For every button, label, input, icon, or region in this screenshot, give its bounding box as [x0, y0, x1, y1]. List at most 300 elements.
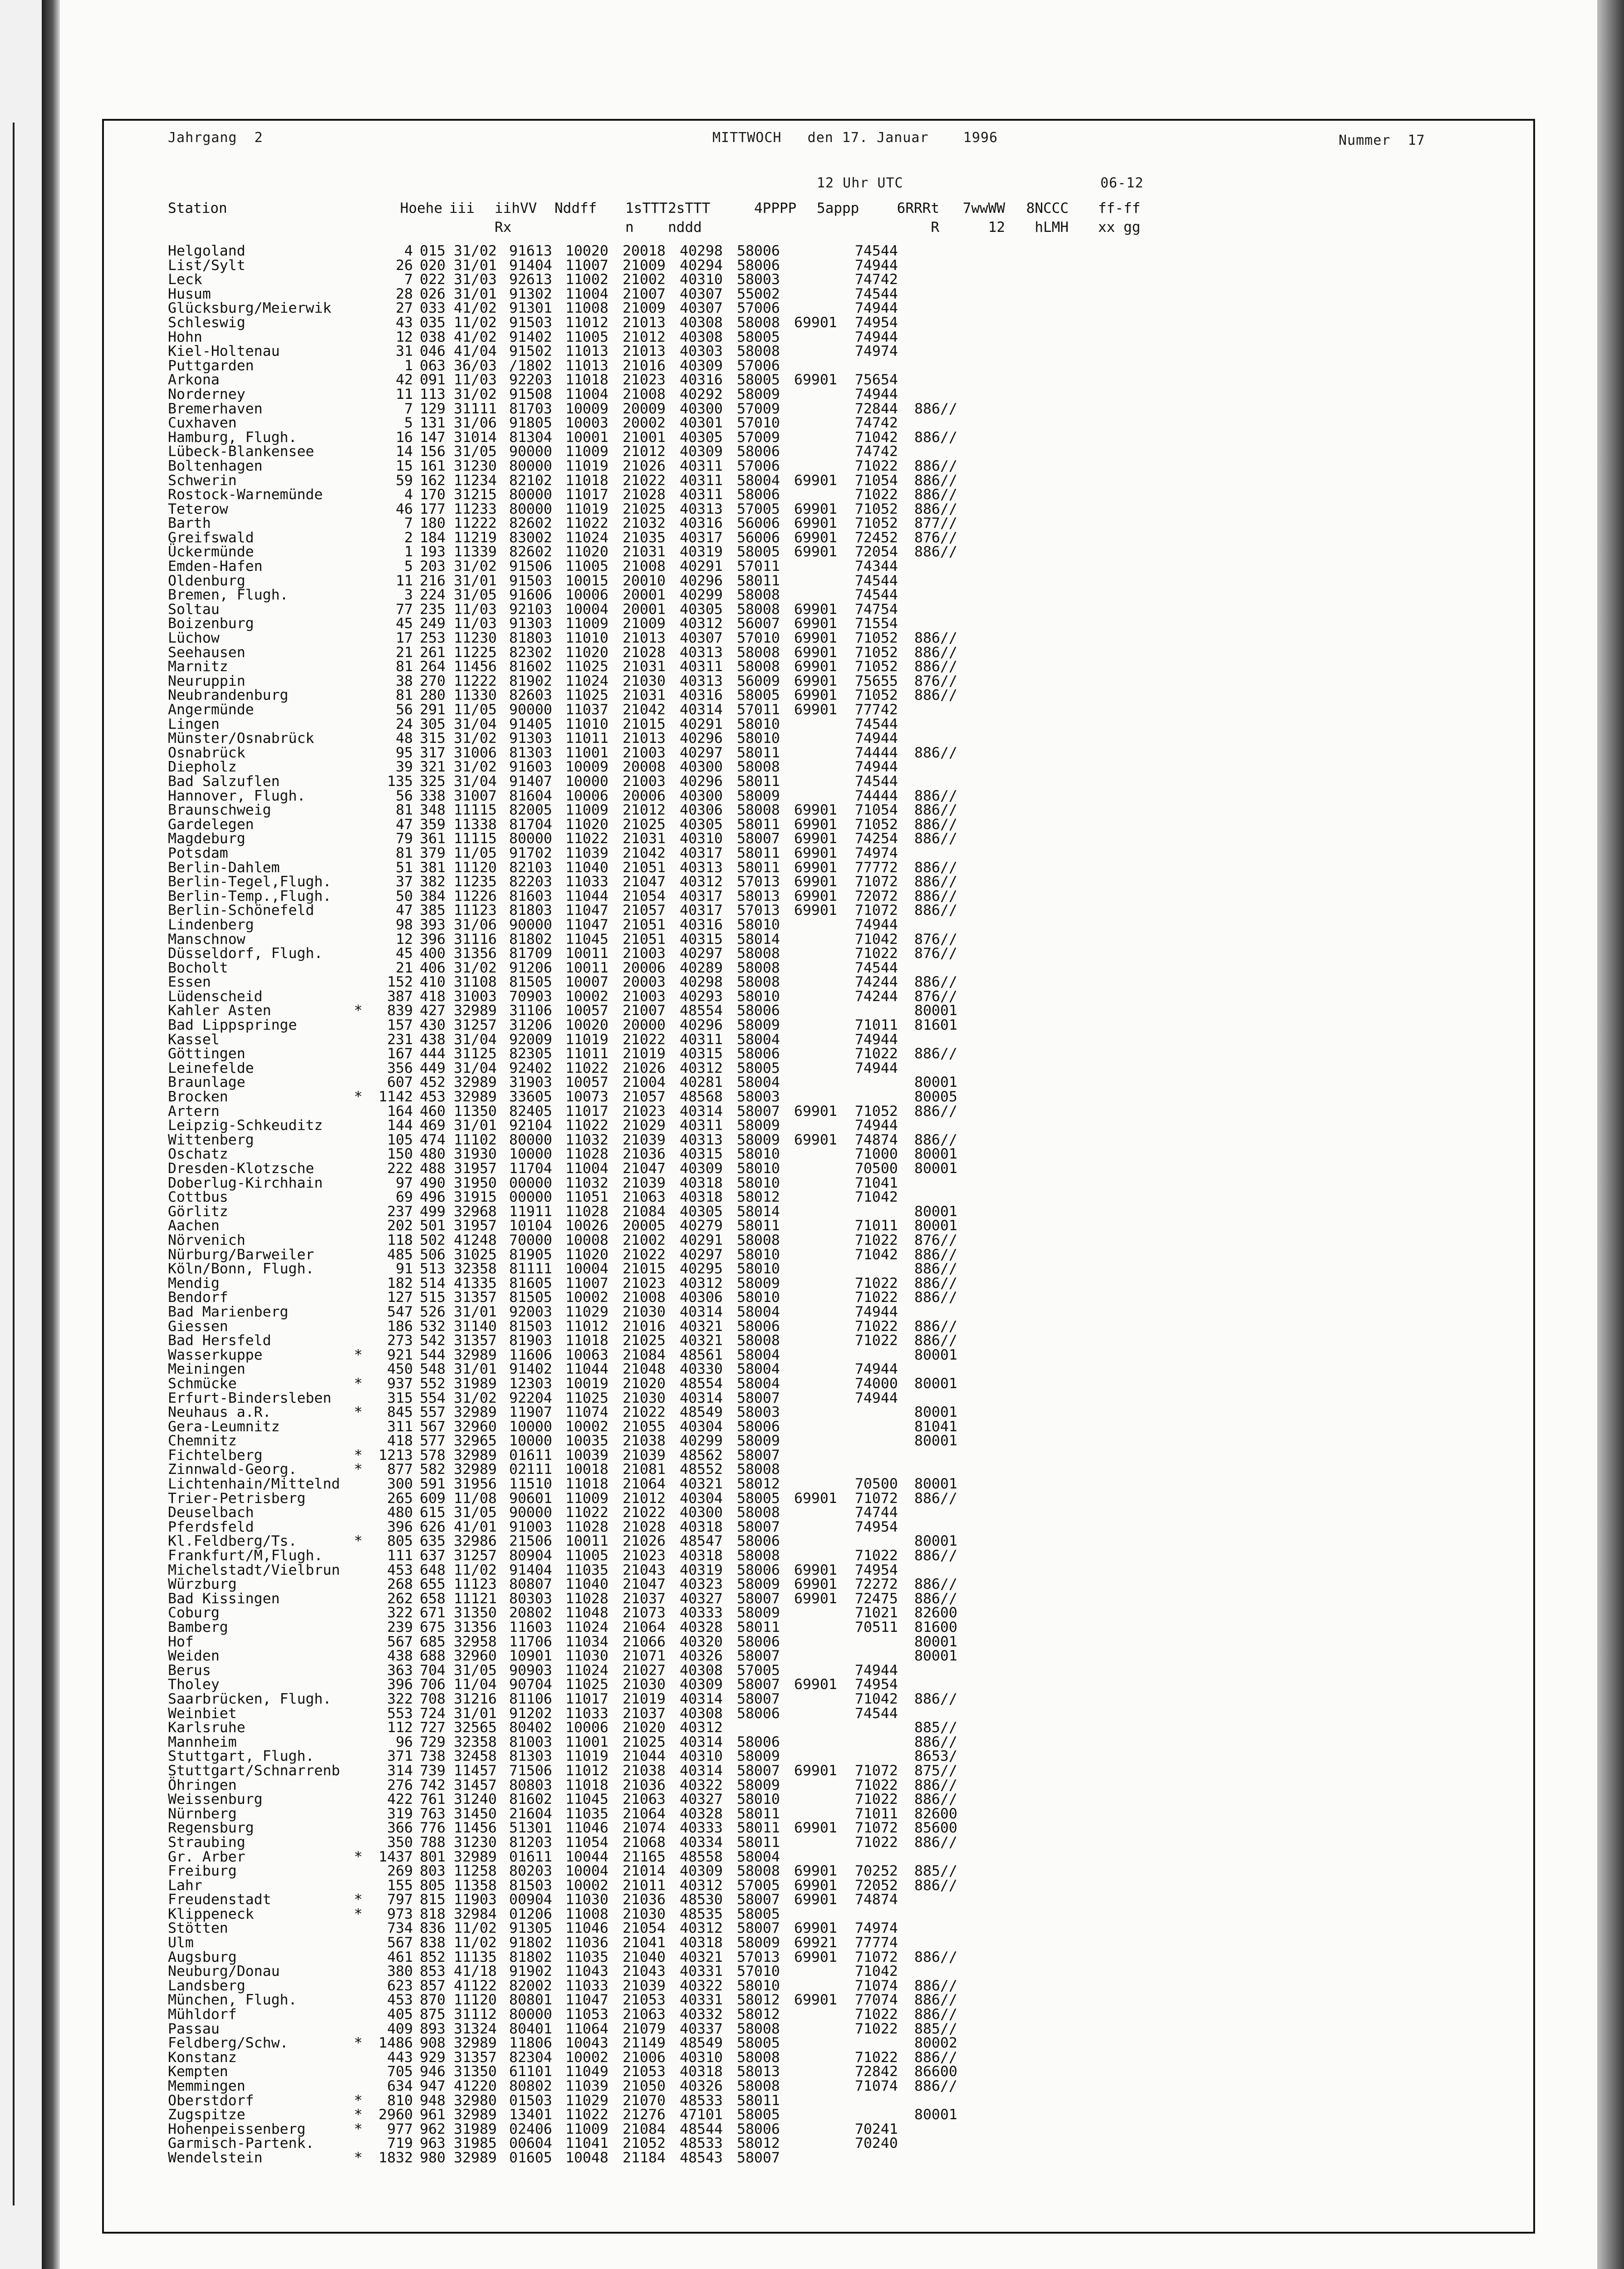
station-name: Osnabrück — [168, 744, 245, 761]
station-height: 276 — [387, 1777, 413, 1793]
tendency-value: 58009 — [737, 1017, 780, 1034]
station-name: Gardelegen — [168, 816, 254, 833]
station-height: 5 — [404, 558, 413, 575]
nddff-value: 91303 — [509, 615, 552, 632]
temp-1-value: 10019 — [565, 1375, 608, 1392]
station-id: 020 — [420, 257, 446, 274]
station-height: 396 — [387, 1518, 413, 1535]
station-id: 038 — [420, 329, 446, 345]
station-height: 371 — [387, 1748, 413, 1765]
station-height: 396 — [387, 1676, 413, 1693]
iihvv-value: 31/01 — [454, 1117, 497, 1134]
tendency-value: 58009 — [737, 1131, 780, 1148]
station-id: 591 — [420, 1476, 446, 1493]
tendency-value: 57013 — [737, 874, 780, 890]
col-iihvv: iihVV Rx — [495, 200, 537, 236]
iihvv-value: 41/04 — [454, 343, 497, 360]
pressure-value: 40337 — [680, 2020, 723, 2037]
nddff-value: 82305 — [509, 1046, 552, 1062]
tendency-value: 58009 — [737, 1935, 780, 1951]
nddff-value: 82602 — [509, 515, 552, 532]
nddff-value: 51301 — [509, 1820, 552, 1837]
pressure-value: 40319 — [680, 544, 723, 560]
temp-2-value: 21003 — [623, 945, 666, 962]
alpine-marker: * — [354, 2149, 363, 2166]
iihvv-value: 11230 — [454, 630, 497, 647]
precip-value: 69901 — [794, 1820, 837, 1837]
table-row — [168, 1147, 1157, 1162]
temp-1-value: 11029 — [565, 2092, 608, 2109]
pressure-value: 48568 — [680, 1089, 723, 1105]
table-row — [168, 1162, 1157, 1176]
station-id: 381 — [420, 859, 446, 876]
nddff-value: 10104 — [509, 1218, 552, 1234]
weather-value: 74244 — [855, 974, 898, 991]
weather-value: 74544 — [855, 959, 898, 976]
iihvv-value: 11115 — [454, 830, 497, 847]
station-height: 127 — [387, 1289, 413, 1306]
tendency-value: 58004 — [737, 472, 780, 489]
iihvv-value: 31989 — [454, 2121, 497, 2137]
station-id: 836 — [420, 1920, 446, 1937]
tendency-value: 57006 — [737, 357, 780, 374]
cloud-value: 80001 — [914, 1375, 957, 1392]
cloud-value: 875// — [914, 1762, 957, 1779]
temp-1-value: 11028 — [565, 1146, 608, 1163]
temp-1-value: 11049 — [565, 2063, 608, 2080]
temp-1-value: 11030 — [565, 1648, 608, 1665]
station-name: Kiel-Holtenau — [168, 343, 280, 360]
pressure-value: 40315 — [680, 1146, 723, 1163]
cloud-value: 80001 — [914, 1633, 957, 1650]
temp-2-value: 21030 — [623, 1303, 666, 1320]
precip-value: 69901 — [794, 830, 837, 847]
tendency-value: 58007 — [737, 1518, 780, 1535]
nddff-value: 80000 — [509, 2006, 552, 2023]
station-name: Garmisch-Partenk. — [168, 2135, 314, 2152]
pressure-value: 40311 — [680, 486, 723, 503]
cloud-value: 80005 — [914, 1089, 957, 1105]
temp-1-value: 11040 — [565, 1576, 608, 1593]
table-row — [168, 1463, 1157, 1477]
station-id: 961 — [420, 2107, 446, 2123]
temp-1-value: 11039 — [565, 845, 608, 861]
weather-value: 71072 — [855, 1762, 898, 1779]
table-row — [168, 1047, 1157, 1061]
tendency-value: 58004 — [737, 1848, 780, 1865]
temp-2-value: 21037 — [623, 1590, 666, 1607]
iihvv-value: 11233 — [454, 501, 497, 517]
station-id: 261 — [420, 644, 446, 661]
tendency-value: 58010 — [737, 1246, 780, 1263]
station-name: Zugspitze — [168, 2107, 245, 2123]
weather-value: 71052 — [855, 658, 898, 675]
nddff-value: 82203 — [509, 874, 552, 890]
station-name: Neuruppin — [168, 673, 245, 689]
station-height: 47 — [396, 902, 413, 919]
temp-1-value: 11018 — [565, 472, 608, 489]
station-name: Teterow — [168, 501, 228, 517]
iihvv-value: 31357 — [454, 1289, 497, 1306]
table-row — [168, 1692, 1157, 1707]
station-id: 474 — [420, 1131, 446, 1148]
pressure-value: 40299 — [680, 587, 723, 604]
pressure-value: 40318 — [680, 1189, 723, 1206]
temp-1-value: 11039 — [565, 2078, 608, 2094]
tendency-value: 58011 — [737, 845, 780, 861]
station-name: Regensburg — [168, 1820, 254, 1837]
precip-value: 69901 — [794, 1949, 837, 1965]
tendency-value: 58009 — [737, 1748, 780, 1765]
pressure-value: 48543 — [680, 2149, 723, 2166]
tendency-value: 58010 — [737, 730, 780, 747]
station-name: Puttgarden — [168, 357, 254, 374]
iihvv-value: 11222 — [454, 515, 497, 532]
nddff-value: 31106 — [509, 1002, 552, 1019]
pressure-value: 40321 — [680, 1318, 723, 1335]
tendency-value: 58004 — [737, 1375, 780, 1392]
station-height: 69 — [396, 1189, 413, 1206]
station-id: 805 — [420, 1877, 446, 1894]
pressure-value: 40314 — [680, 1303, 723, 1320]
weather-value: 74944 — [855, 759, 898, 776]
station-id: 708 — [420, 1690, 446, 1707]
temp-1-value: 11048 — [565, 1605, 608, 1621]
temp-1-value: 10002 — [565, 1289, 608, 1306]
nddff-value: 82603 — [509, 687, 552, 704]
nddff-value: 83002 — [509, 529, 552, 546]
weather-value: 74742 — [855, 443, 898, 460]
iihvv-value: 31140 — [454, 1318, 497, 1335]
iihvv-value: 11226 — [454, 888, 497, 904]
table-row — [168, 1735, 1157, 1750]
station-name: Michelstadt/Vielbrun — [168, 1562, 340, 1578]
pressure-value: 40331 — [680, 1963, 723, 1980]
station-height: 186 — [387, 1318, 413, 1335]
station-height: 12 — [396, 931, 413, 948]
station-name: Stötten — [168, 1920, 228, 1937]
station-height: 79 — [396, 830, 413, 847]
pressure-value: 40328 — [680, 1619, 723, 1635]
table-row — [168, 1004, 1157, 1018]
table-row — [168, 703, 1157, 717]
station-name: Münster/Osnabrück — [168, 730, 314, 747]
nddff-value: 70903 — [509, 988, 552, 1005]
weather-value: 70500 — [855, 1476, 898, 1493]
station-height: 409 — [387, 2020, 413, 2037]
tendency-value: 58008 — [737, 1332, 780, 1349]
temp-2-value: 21039 — [623, 1447, 666, 1464]
cloud-value: 876// — [914, 529, 957, 546]
tendency-value: 57009 — [737, 400, 780, 417]
tendency-value: 58004 — [737, 1361, 780, 1378]
cloud-value: 886// — [914, 1576, 957, 1593]
station-height: 98 — [396, 916, 413, 933]
table-row — [168, 1420, 1157, 1434]
temp-2-value: 21038 — [623, 1762, 666, 1779]
station-id: 946 — [420, 2063, 446, 2080]
pressure-value: 40318 — [680, 2063, 723, 2080]
station-height: 461 — [387, 1949, 413, 1965]
tendency-value: 58007 — [737, 1447, 780, 1464]
precip-value: 69901 — [794, 472, 837, 489]
iihvv-value: 41335 — [454, 1275, 497, 1292]
tendency-value: 58012 — [737, 2135, 780, 2152]
tendency-value: 57013 — [737, 1949, 780, 1965]
tendency-value: 58010 — [737, 1977, 780, 1994]
pressure-value: 40311 — [680, 1031, 723, 1048]
temp-2-value: 21184 — [623, 2149, 666, 2166]
table-row — [168, 2008, 1157, 2022]
pressure-value: 40307 — [680, 285, 723, 302]
cloud-value: 80001 — [914, 1160, 957, 1177]
temp-1-value: 11019 — [565, 1748, 608, 1765]
pressure-value: 40310 — [680, 830, 723, 847]
temp-1-value: 11008 — [565, 1906, 608, 1922]
weather-value: 71022 — [855, 1318, 898, 1335]
station-height: 48 — [396, 730, 413, 747]
temp-1-value: 11009 — [565, 802, 608, 819]
station-id: 658 — [420, 1590, 446, 1607]
table-row — [168, 259, 1157, 273]
temp-2-value: 21008 — [623, 558, 666, 575]
pressure-value: 40312 — [680, 1719, 723, 1736]
pressure-value: 40314 — [680, 1762, 723, 1779]
nddff-value: 80000 — [509, 830, 552, 847]
weather-value: 70500 — [855, 1160, 898, 1177]
temp-1-value: 10043 — [565, 2035, 608, 2052]
tendency-value: 58005 — [737, 329, 780, 345]
station-name: Bad Lippspringe — [168, 1017, 297, 1034]
tendency-value: 58013 — [737, 888, 780, 904]
nddff-value: 91402 — [509, 1361, 552, 1378]
station-name: Lübeck-Blankensee — [168, 443, 314, 460]
cloud-value: 80001 — [914, 1074, 957, 1091]
station-name: Berlin-Temp.,Flugh. — [168, 888, 332, 904]
iihvv-value: 31357 — [454, 1332, 497, 1349]
precip-value: 69901 — [794, 658, 837, 675]
station-name: Helgoland — [168, 243, 245, 259]
station-id: 554 — [420, 1390, 446, 1406]
station-height: 50 — [396, 888, 413, 904]
weather-value: 74544 — [855, 587, 898, 604]
tendency-value: 58006 — [737, 243, 780, 259]
nddff-value: 81605 — [509, 1275, 552, 1292]
station-height: 4 — [404, 486, 413, 503]
cloud-value: 876// — [914, 988, 957, 1005]
cloud-value: 886// — [914, 1261, 957, 1277]
pressure-value: 48533 — [680, 2135, 723, 2152]
pressure-value: 40321 — [680, 1949, 723, 1965]
tendency-value: 58007 — [737, 1648, 780, 1665]
temp-2-value: 21028 — [623, 486, 666, 503]
temp-1-value: 11029 — [565, 1303, 608, 1320]
nddff-value: 91404 — [509, 257, 552, 274]
weather-value: 71041 — [855, 1174, 898, 1191]
station-id: 460 — [420, 1103, 446, 1120]
cloud-value: 886// — [914, 630, 957, 647]
station-height: 877 — [387, 1461, 413, 1478]
temp-2-value: 21019 — [623, 1046, 666, 1062]
station-id: 325 — [420, 773, 446, 790]
iihvv-value: 31/06 — [454, 415, 497, 432]
weather-value: 71054 — [855, 802, 898, 819]
weather-value: 71022 — [855, 2006, 898, 2023]
station-name: Gr. Arber — [168, 1848, 245, 1865]
temp-1-value: 10015 — [565, 572, 608, 589]
table-row — [168, 1520, 1157, 1535]
iihvv-value: 31/01 — [454, 1303, 497, 1320]
temp-2-value: 21015 — [623, 1261, 666, 1277]
temp-1-value: 10004 — [565, 1863, 608, 1880]
temp-2-value: 21003 — [623, 744, 666, 761]
temp-1-value: 11012 — [565, 314, 608, 331]
pressure-value: 48561 — [680, 1346, 723, 1363]
station-id: 170 — [420, 486, 446, 503]
station-name: Zinnwald-Georg. — [168, 1461, 297, 1478]
iihvv-value: 32358 — [454, 1734, 497, 1750]
station-id: 513 — [420, 1261, 446, 1277]
table-row — [168, 560, 1157, 574]
iihvv-value: 11120 — [454, 1992, 497, 2009]
temp-1-value: 11025 — [565, 1390, 608, 1406]
station-id: 193 — [420, 544, 446, 560]
station-height: 3 — [404, 587, 413, 604]
station-name: Saarbrücken, Flugh. — [168, 1690, 332, 1707]
nddff-value: 01611 — [509, 1848, 552, 1865]
station-name: Berus — [168, 1662, 211, 1679]
iihvv-value: 11/05 — [454, 702, 497, 718]
table-row — [168, 2065, 1157, 2079]
table-row — [168, 316, 1157, 330]
station-height: 607 — [387, 1074, 413, 1091]
iihvv-value: 11903 — [454, 1891, 497, 1908]
temp-1-value: 10044 — [565, 1848, 608, 1865]
weather-value: 74444 — [855, 744, 898, 761]
precip-value: 69901 — [794, 816, 837, 833]
temp-1-value: 10002 — [565, 1418, 608, 1435]
cloud-value: 80001 — [914, 1146, 957, 1163]
iihvv-value: 11338 — [454, 816, 497, 833]
pressure-value: 40314 — [680, 702, 723, 718]
station-height: 805 — [387, 1533, 413, 1550]
tendency-value: 58007 — [737, 2149, 780, 2166]
station-id: 469 — [420, 1117, 446, 1134]
iihvv-value: 31125 — [454, 1046, 497, 1062]
cloud-value: 886// — [914, 1289, 957, 1306]
station-height: 350 — [387, 1834, 413, 1851]
table-row — [168, 1434, 1157, 1449]
iihvv-value: 31112 — [454, 2006, 497, 2023]
pressure-value: 40297 — [680, 1246, 723, 1263]
pressure-value: 40291 — [680, 1232, 723, 1248]
station-height: 81 — [396, 687, 413, 704]
pressure-value: 48552 — [680, 1461, 723, 1478]
nddff-value: 81602 — [509, 1791, 552, 1808]
weather-value: 71052 — [855, 687, 898, 704]
iihvv-value: 32965 — [454, 1433, 497, 1449]
station-name: Fichtelberg — [168, 1447, 263, 1464]
iihvv-value: 11102 — [454, 1131, 497, 1148]
temp-2-value: 21063 — [623, 2006, 666, 2023]
nddff-value: 82005 — [509, 802, 552, 819]
nddff-value: 82304 — [509, 2049, 552, 2066]
tendency-value: 58009 — [737, 1433, 780, 1449]
table-row — [168, 1405, 1157, 1420]
precip-value: 69901 — [794, 1562, 837, 1578]
table-row — [168, 1334, 1157, 1348]
tendency-value: 58009 — [737, 1777, 780, 1793]
tendency-value: 58014 — [737, 1203, 780, 1220]
temp-1-value: 10002 — [565, 2049, 608, 2066]
weather-value: 72844 — [855, 400, 898, 417]
pressure-value: 40313 — [680, 1131, 723, 1148]
table-row — [168, 617, 1157, 631]
alpine-marker: * — [354, 2092, 363, 2109]
temp-2-value: 21004 — [623, 1074, 666, 1091]
station-height: 7 — [404, 271, 413, 288]
temp-1-value: 11034 — [565, 1633, 608, 1650]
table-row — [168, 502, 1157, 517]
station-name: Karlsruhe — [168, 1719, 245, 1736]
nddff-value: 81704 — [509, 816, 552, 833]
station-id: 724 — [420, 1705, 446, 1722]
temp-1-value: 11011 — [565, 730, 608, 747]
iihvv-value: 31/02 — [454, 959, 497, 976]
pressure-value: 48535 — [680, 1906, 723, 1922]
tendency-value: 58012 — [737, 2006, 780, 2023]
pressure-value: 40300 — [680, 400, 723, 417]
nddff-value: 21604 — [509, 1805, 552, 1822]
station-id: 396 — [420, 931, 446, 948]
pressure-value: 40296 — [680, 773, 723, 790]
pressure-value: 40321 — [680, 1332, 723, 1349]
cloud-value: 886// — [914, 658, 957, 675]
temp-1-value: 11004 — [565, 285, 608, 302]
station-name: Bremen, Flugh. — [168, 587, 289, 604]
table-row — [168, 861, 1157, 875]
nddff-value: 81503 — [509, 1877, 552, 1894]
table-row — [168, 1563, 1157, 1578]
table-row — [168, 775, 1157, 789]
station-name: Bendorf — [168, 1289, 228, 1306]
table-row — [168, 588, 1157, 603]
station-name: Berlin-Dahlem — [168, 859, 280, 876]
pressure-value: 40312 — [680, 1275, 723, 1292]
station-name: Emden-Hafen — [168, 558, 263, 575]
iihvv-value: 11/02 — [454, 1920, 497, 1937]
nddff-value: 11510 — [509, 1476, 552, 1493]
tendency-value: 58010 — [737, 1791, 780, 1808]
temp-2-value: 21036 — [623, 1891, 666, 1908]
alpine-marker: * — [354, 2035, 363, 2052]
tendency-value: 58011 — [737, 1619, 780, 1635]
nddff-value: 11706 — [509, 1633, 552, 1650]
weather-value: 71042 — [855, 1189, 898, 1206]
tendency-value: 58008 — [737, 974, 780, 991]
station-name: Lüchow — [168, 630, 220, 647]
temp-1-value: 10011 — [565, 959, 608, 976]
tendency-value: 58008 — [737, 2020, 780, 2037]
temp-1-value: 11040 — [565, 859, 608, 876]
iihvv-value: 32989 — [454, 1089, 497, 1105]
station-id: 501 — [420, 1218, 446, 1234]
temp-1-value: 11007 — [565, 257, 608, 274]
tendency-value: 58008 — [737, 343, 780, 360]
station-height: 24 — [396, 716, 413, 732]
station-name: Hannover, Flugh. — [168, 787, 306, 804]
iihvv-value: 11120 — [454, 859, 497, 876]
